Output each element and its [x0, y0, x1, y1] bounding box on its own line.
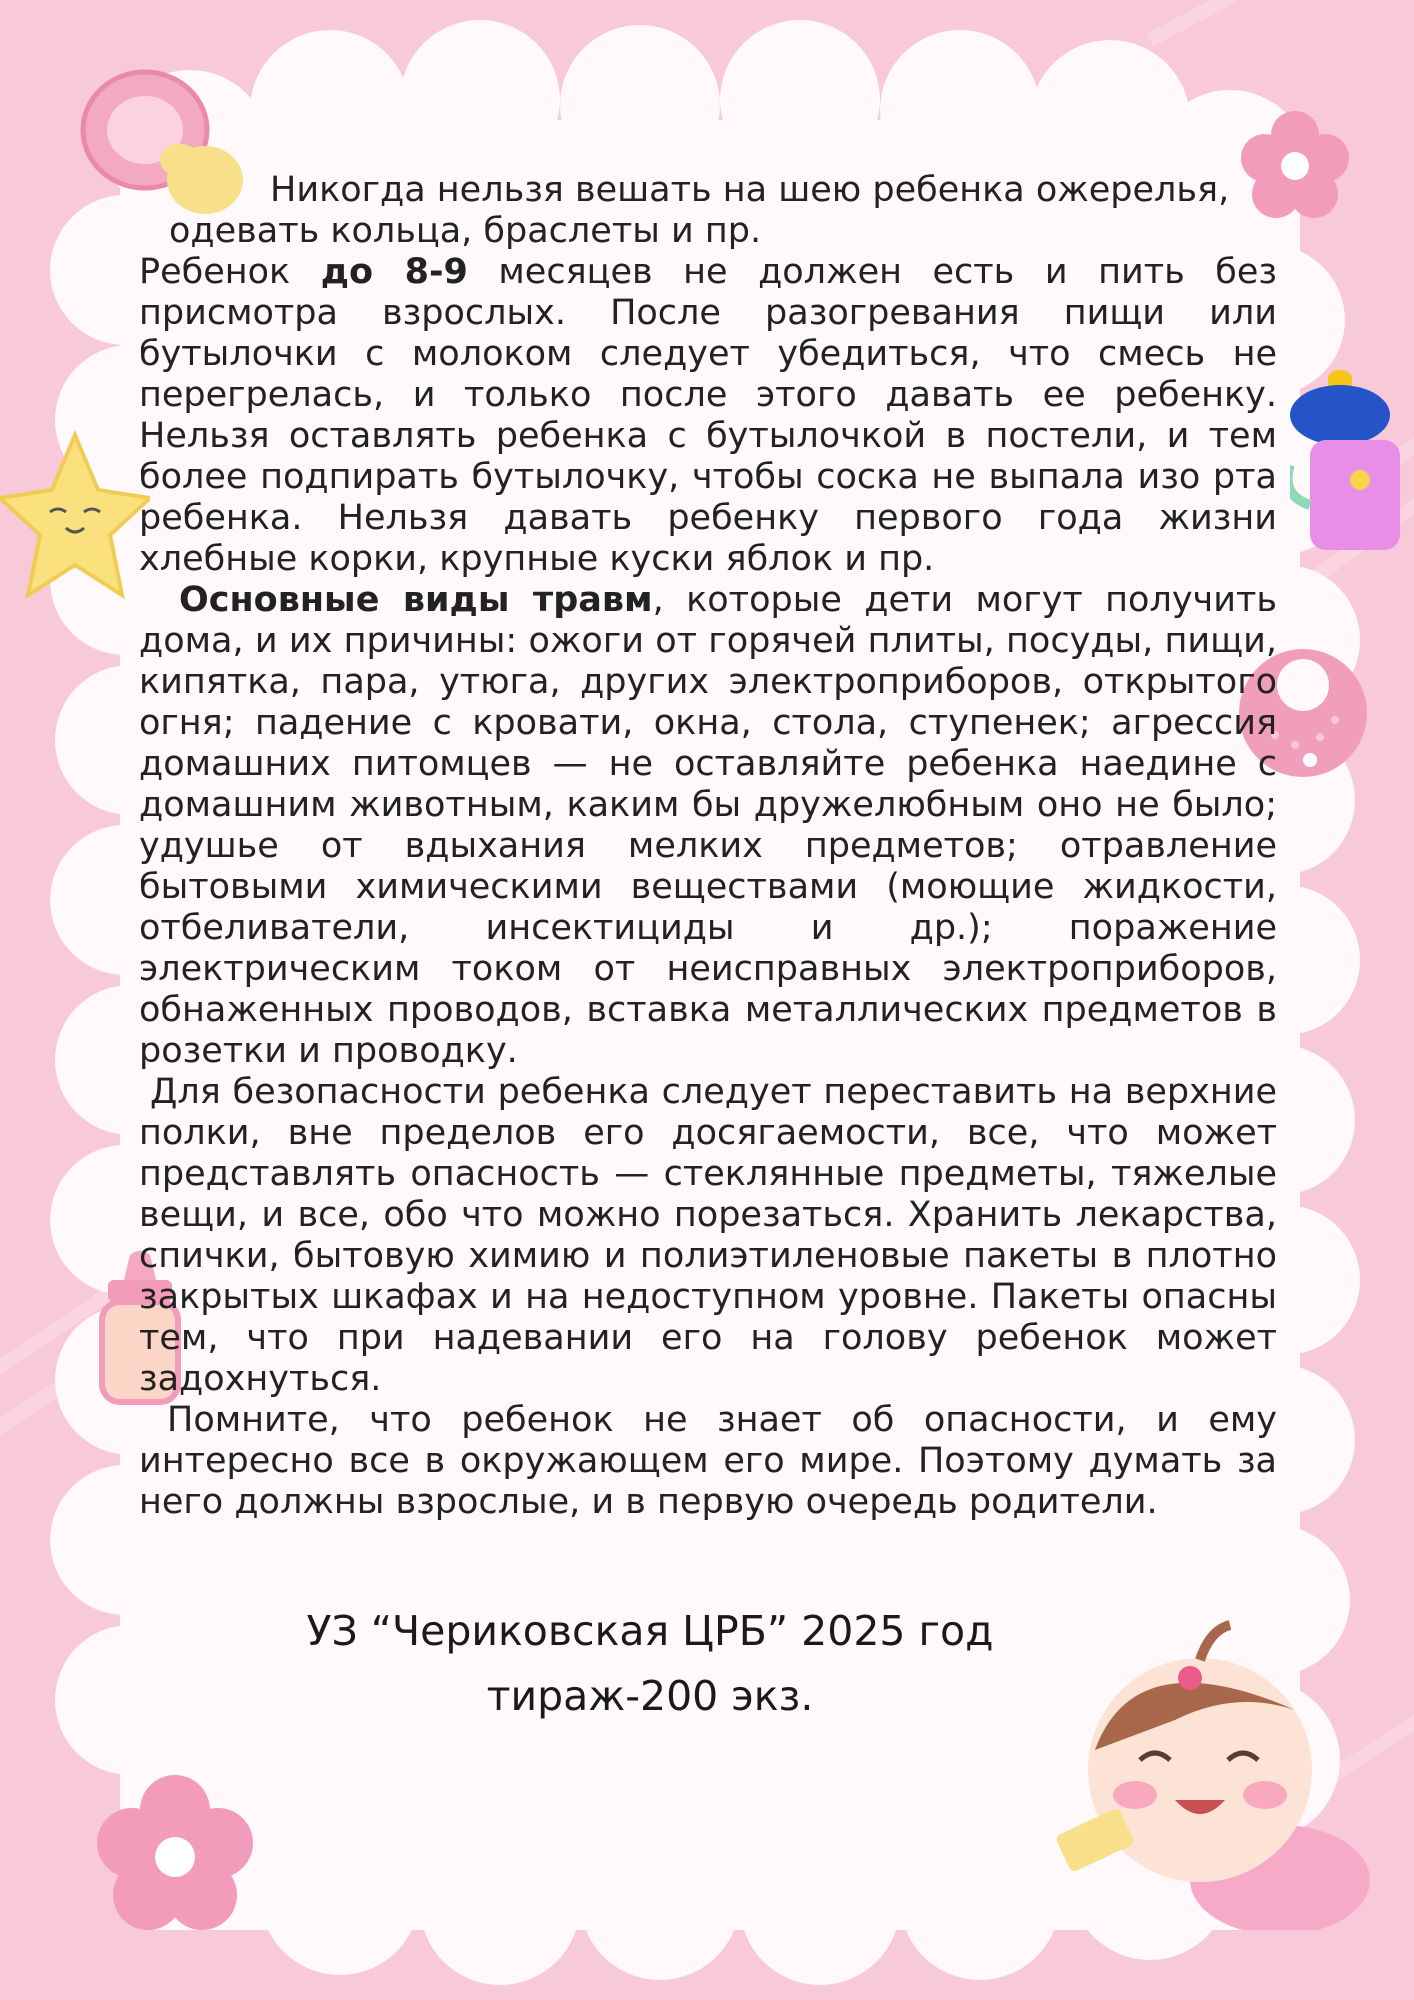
- footer-organization: УЗ “Чериковская ЦРБ” 2025 год: [306, 1607, 994, 1655]
- injuries-heading-bold: Основные виды травм: [179, 580, 653, 620]
- paragraph-jewelry-cont: одевать кольца, браслеты и пр.: [169, 211, 762, 251]
- feeding-text-rest: месяцев не должен есть и пить без присмотра взрослых. После разогревания пищи или бутылочки с молоком следует убедиться, что смесь не перегрелась, и только после этого давать ее ребенку. Нельзя оставлять ребенка с бутылочкой в постели, и тем более подпирать бутылочку, чтобы соска не выпала изо рта ребенка. Нельзя давать ребенку первого года жизни хлебные корки, крупные куски яблок и пр.: [139, 252, 1277, 579]
- main-text: [139, 170, 1277, 1523]
- paragraph-feeding: [139, 252, 1277, 580]
- paragraph-injuries: [139, 580, 1277, 1072]
- paragraph-safety: Для безопасности ребенка следует переставить на верхние полки, вне пределов его досягаемости, все, что может представлять опасность — стеклянные предметы, тяжелые вещи, и все, обо что можно порезаться. Хранить лекарства, спички, бытовую химию и полиэтиленовые пакеты в плотно закрытых шкафах и на недоступном уровне. Пакеты опасны тем, что при надевании его на голову ребенок может задохнуться.: [139, 1072, 1277, 1399]
- flower-icon: [95, 1775, 255, 1935]
- injuries-text: , которые дети могут получить дома, и их причины: ожоги от горячей плиты, посуды, пищи, кипятка, пара, утюга, других электроприборов, открытого огня; падение с кровати, окна, стола, ступенек; агрессия домашних питомцев — не оставляйте ребенка наедине с домашним животным, каким бы дружелюбным оно не было; удушье от вдыхания мелких предметов; отравление бытовыми химическими веществами (моющие жидкости, отбеливатели, инсектициды и др.); поражение электрическим током от неисправных электроприборов, обнаженных проводов, вставка металлических предметов в розетки и проводку.: [139, 580, 1277, 1071]
- footer-print-run: тираж-200 экз.: [486, 1672, 814, 1720]
- feeding-age-bold: до 8-9: [320, 252, 468, 292]
- paragraph-remember: Помните, что ребенок не знает об опасности, и ему интересно все в окружающем его мире. Поэтому думать за него должны взрослые, и в первую очередь родители.: [139, 1400, 1277, 1522]
- paragraph-jewelry: Никогда нельзя вешать на шею ребенка ожерелья,: [270, 170, 1230, 210]
- sippy-cup-icon: [1290, 365, 1414, 555]
- star-plush-icon: [0, 430, 150, 610]
- feeding-text-start: Ребенок: [139, 252, 321, 292]
- baby-girl-icon: [1050, 1620, 1380, 1930]
